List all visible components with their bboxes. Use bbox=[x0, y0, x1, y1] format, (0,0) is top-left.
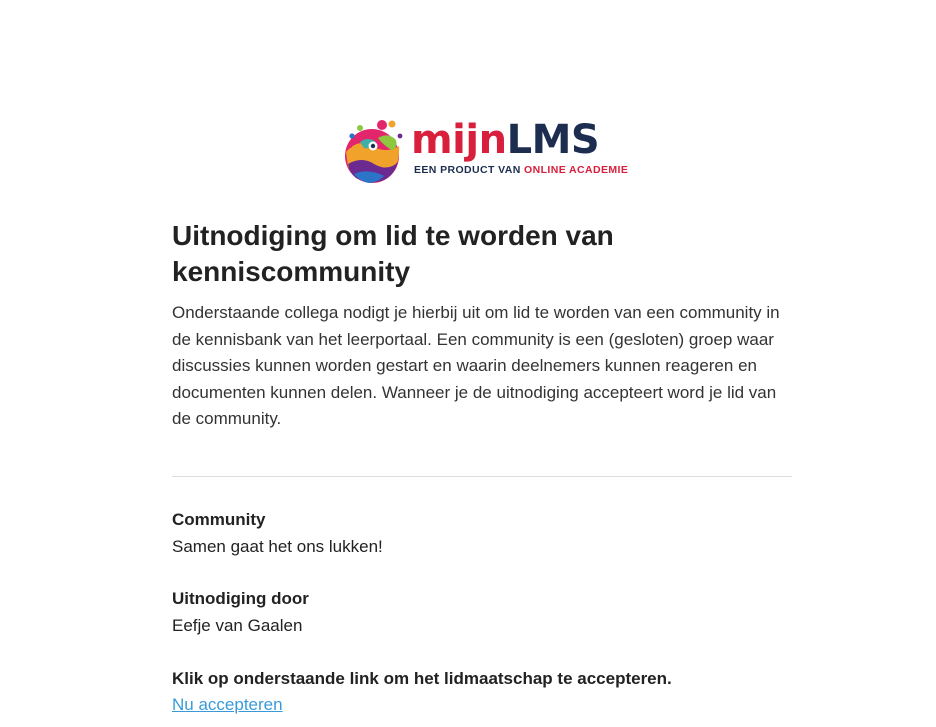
logo-wordmark bbox=[411, 116, 599, 164]
mijnlms-logo bbox=[338, 116, 628, 186]
logo-tagline-part2: ONLINE ACADEMIE bbox=[524, 164, 629, 176]
invited-by-value: Eefje van Gaalen bbox=[172, 616, 303, 635]
accept-instruction: Klik op onderstaande link om het lidmaatschap te accepteren. bbox=[172, 669, 672, 688]
logo-brand-part1: mijn bbox=[411, 117, 507, 163]
community-value: Samen gaat het ons lukken! bbox=[172, 537, 383, 556]
logo-mark-icon bbox=[338, 116, 408, 186]
community-label: Community bbox=[172, 510, 266, 529]
invited-by-label: Uitnodiging door bbox=[172, 589, 309, 608]
logo-brand-part2: LMS bbox=[506, 117, 600, 163]
intro-paragraph: Onderstaande collega nodigt je hierbij uit om lid te worden van een community in de kennisbank van het leerportaal. Een community is een (gesloten) groep waar discussies kunnen worden gestart en waarin deelnemers kunnen reageren en documenten kunnen delen. Wanneer je de uitnodiging accepteert word je lid van de community. bbox=[172, 303, 780, 428]
logo-tagline bbox=[414, 164, 628, 176]
divider bbox=[172, 476, 792, 477]
page-title: Uitnodiging om lid te worden van kenniscommunity bbox=[172, 220, 614, 287]
accept-link[interactable]: Nu accepteren bbox=[172, 695, 283, 714]
logo-tagline-part1: EEN PRODUCT VAN bbox=[414, 164, 525, 176]
email-content bbox=[172, 218, 792, 433]
